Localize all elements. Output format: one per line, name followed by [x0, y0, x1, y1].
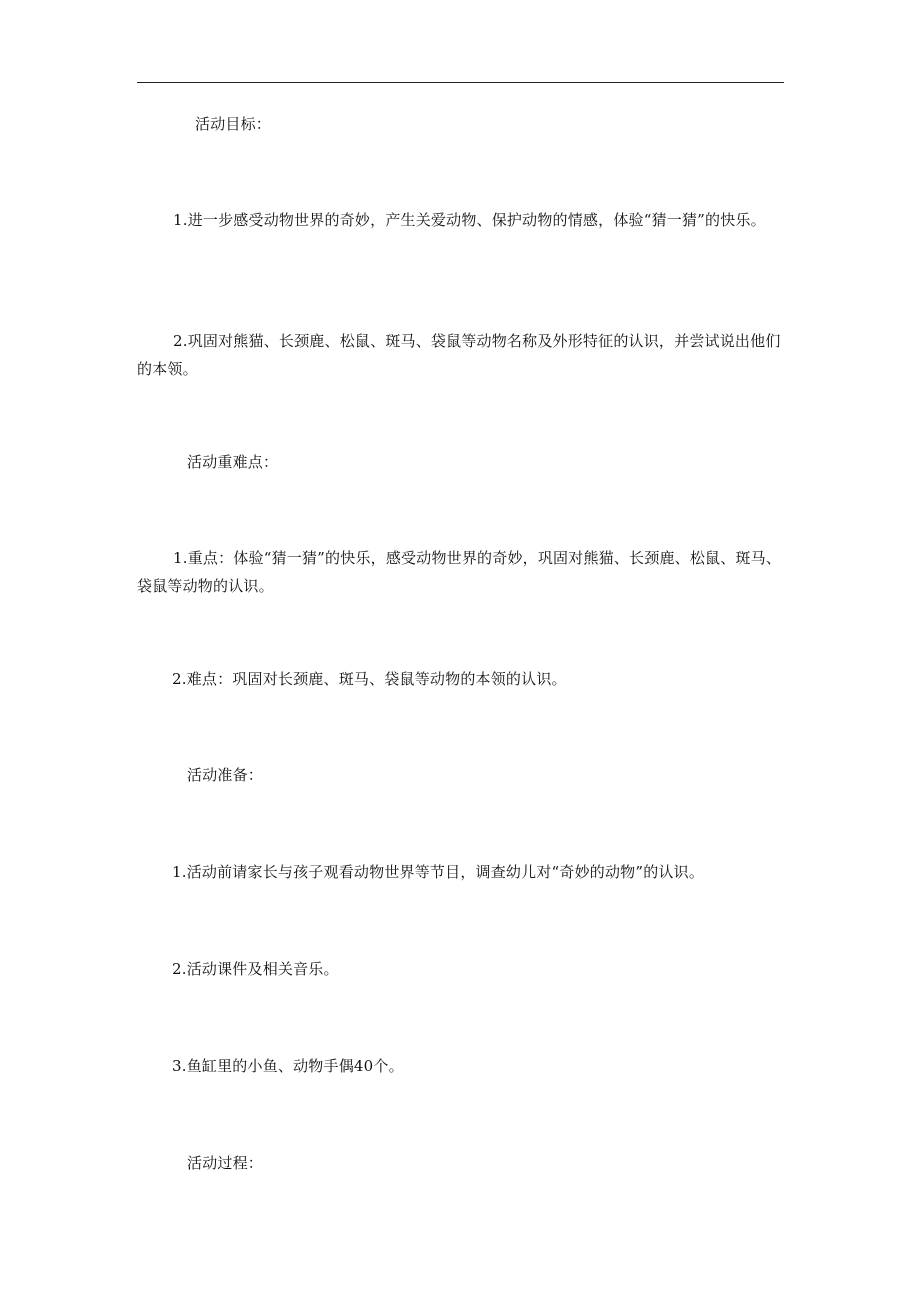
- goals-item-1: 1.进一步感受动物世界的奇妙，产生关爱动物、保护动物的情感，体验“猜一猜”的快乐。: [173, 211, 766, 229]
- process-heading: 活动过程：: [187, 1154, 264, 1172]
- preparation-item-3: 3.鱼缸里的小鱼、动物手偶40个。: [172, 1057, 404, 1075]
- preparation-item-1: 1.活动前请家长与孩子观看动物世界等节目，调查幼儿对“奇妙的动物”的认识。: [172, 863, 705, 881]
- key-points-item-1: 1.重点：体验“猜一猜”的快乐，感受动物世界的奇妙，巩固对熊猫、长颈鹿、松鼠、斑马、袋鼠等动物的认识。: [137, 549, 782, 595]
- key-points-item-2: 2.难点：巩固对长颈鹿、斑马、袋鼠等动物的本领的认识。: [172, 670, 567, 688]
- preparation-heading: 活动准备：: [187, 766, 264, 784]
- goals-item-2: 2.巩固对熊猫、长颈鹿、松鼠、斑马、袋鼠等动物名称及外形特征的认识，并尝试说出他们的本领。: [137, 332, 781, 378]
- key-points-heading: 活动重难点：: [187, 453, 279, 471]
- goals-heading: 活动目标：: [195, 115, 272, 133]
- preparation-item-2: 2.活动课件及相关音乐。: [172, 960, 339, 978]
- header-rule: [137, 82, 784, 83]
